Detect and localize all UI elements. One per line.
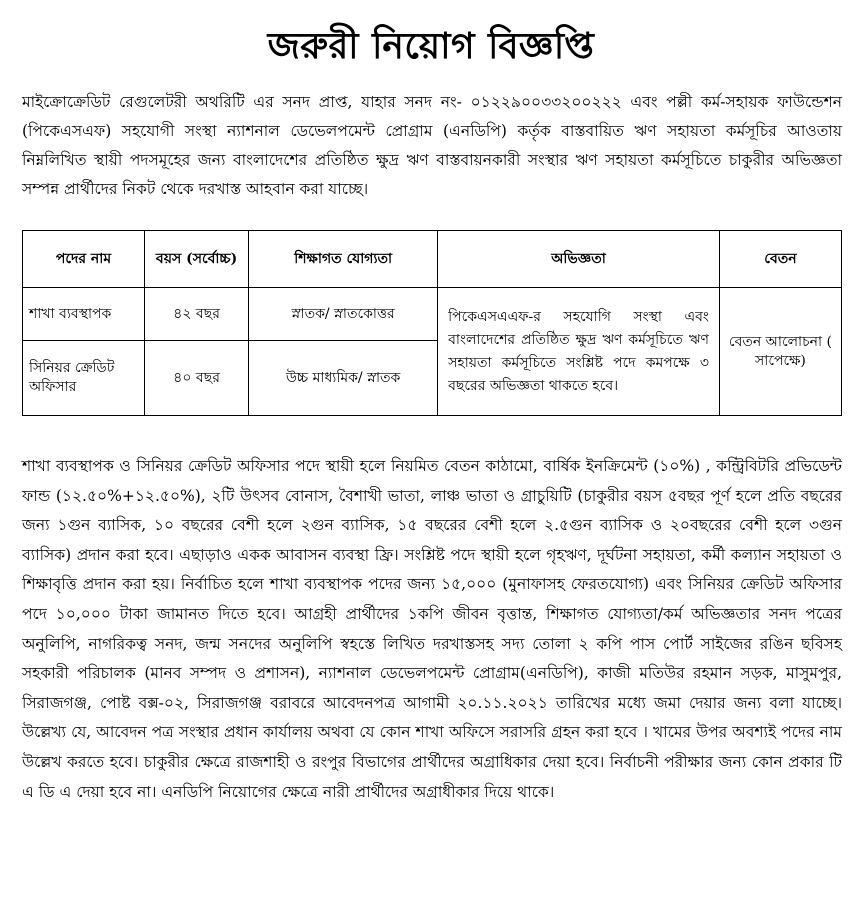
cell-education: উচ্চ মাধ্যমিক/ স্নাতক [249,341,438,416]
header-age: বয়স (সর্বোচ্চ) [144,231,248,288]
header-salary: বেতন [719,231,841,288]
cell-age: ৪০ বছর [144,341,248,416]
vacancy-table [22,230,842,416]
cell-age: ৪২ বছর [144,288,248,341]
header-experience: অভিজ্ঞতা [438,231,720,288]
header-post: পদের নাম [23,231,145,288]
cell-post: শাখা ব্যবস্থাপক [23,288,145,341]
header-education: শিক্ষাগত যোগ্যতা [249,231,438,288]
table-header-row [23,231,842,288]
cell-salary: বেতন আলোচনা ( সাপেক্ষে) [719,288,841,416]
table-row [23,288,842,341]
intro-paragraph: মাইক্রোক্রেডিট রেগুলেটরী অথরিটি এর সনদ প্রাপ্ত, যাহার সনদ নং- ০১২২৯০০৩৩২০০২২২ এবং পল্লী কর্ম-সহায়ক ফাউন্ডেশন (পিকেএসএফ) সহযোগী সংস্থা ন্যাশনাল ডেভেলপমেন্ট প্রোগ্রাম (এনডিপি) কর্তৃক বাস্তবায়িত ঋণ সহায়তা কর্মসূচির আওতায় নিম্নলিখিত স্থায়ী পদসমূহের জন্য বাংলাদেশের প্রতিষ্ঠিত ক্ষুদ্র ঋণ বাস্তবায়নকারী সংস্থার ঋণ সহায়তা কর্মসূচিতে চাকুরীর অভিজ্ঞতা সম্পন্ন প্রার্থীদের নিকট থেকে দরখাস্ত আহবান করা যাচ্ছে। [22,93,842,198]
cell-post: সিনিয়র ক্রেডিট অফিসার [23,341,145,416]
notice-title: জরুরী নিয়োগ বিজ্ঞপ্তি [267,25,595,67]
cell-experience: পিকেএসএএফ-র সহযোগি সংস্থা এবং বাংলাদেশের প্রতিষ্ঠিত ক্ষুদ্র ঋণ কর্মসূচিতে ঋণ সহায়তা কর্মসূচিতে সংশ্লিষ্ট পদে কমপক্ষে ৩ বছরের অভিজ্ঞতা থাকতে হবে। [438,288,720,416]
details-paragraph: শাখা ব্যবস্থাপক ও সিনিয়র ক্রেডিট অফিসার পদে স্থায়ী হলে নিয়মিত বেতন কাঠামো, বার্ষিক ইনক্রিমেন্ট (১০%) , কন্ট্রিবিটরি প্রভিডেন্ট ফান্ড (১২.৫০%+১২.৫০%), ২টি উৎসব বোনাস, বৈশাখী ভাতা, লাঞ্চ ভাতা ও গ্রাচুয়িটি (চাকুরীর বয়স ৫বছর পূর্ণ হলে প্রতি বছরের জন্য ১গুন ব্যাসিক, ১০ বছরের বেশী হলে ২গুন ব্যাসিক, ১৫ বছরের বেশী হলে ২.৫গুন ব্যাসিক ও ২০বছরের বেশী হলে ৩গুন ব্যাসিক) প্রদান করা হবে। এছাড়াও একক আবাসন ব্যবস্থা ফ্রি। সংশ্লিষ্ট পদে স্থায়ী হলে গৃহঋণ, দূর্ঘটনা সহায়তা, কর্মী কল্যান সহায়তা ও শিক্ষাবৃত্তি প্রদান করা হয়। নির্বাচিত হলে শাখা ব্যবস্থাপক পদের জন্য ১৫,০০০ (মুনাফাসহ ফেরতযোগ্য) এবং সিনিয়র ক্রেডিট অফিসার পদে ১০,০০০ টাকা জামানত দিতে হবে। আগ্রহী প্রার্থীদের ১কপি জীবন বৃত্তান্ত, শিক্ষাগত যোগ্যতা/কর্ম অভিজ্ঞতার সনদ পত্রের অনুলিপি, নাগরিকত্ব সনদ, জন্ম সনদের অনুলিপি স্বহস্তে লিখিত দরখাস্তসহ সদ্য তোলা ২ কপি পাস পোর্ট সাইজের রঙিন ছবিসহ সহকারী পরিচালক (মানব সম্পদ ও প্রশাসন), ন্যাশনাল ডেভেলপমেন্ট প্রোগ্রাম(এনডিপি), কাজী মতিউর রহমান সড়ক, মাসুমপুর, সিরাজগঞ্জ, পোষ্ট বক্স-০২, সিরাজগঞ্জ বরাবরে আবেদনপত্র আগামী ২০.১১.২০২১ তারিখের মধ্যে জমা দেয়ার জন্য বলা যাচ্ছে। উল্লেখ্য যে, আবেদন পত্র সংস্থার প্রধান কার্যালয় অথবা যে কোন শাখা অফিসে সরাসরি গ্রহন করা হবে । খামের উপর অবশ্যই পদের নাম উল্লেখ করতে হবে। চাকুরীর ক্ষেত্রে রাজশাহী ও রংপুর বিভাগের প্রার্থীদের অগ্রাধিকার দেয়া হবে। নির্বাচনী পরীক্ষার জন্য কোন প্রকার টি এ ডি এ দেয়া হবে না। এনডিপি নিয়োগের ক্ষেত্রে নারী প্রার্থীদের অগ্রাধীকার দিয়ে থাকে। [22,457,842,801]
cell-education: স্নাতক/ স্নাতকোত্তর [249,288,438,341]
